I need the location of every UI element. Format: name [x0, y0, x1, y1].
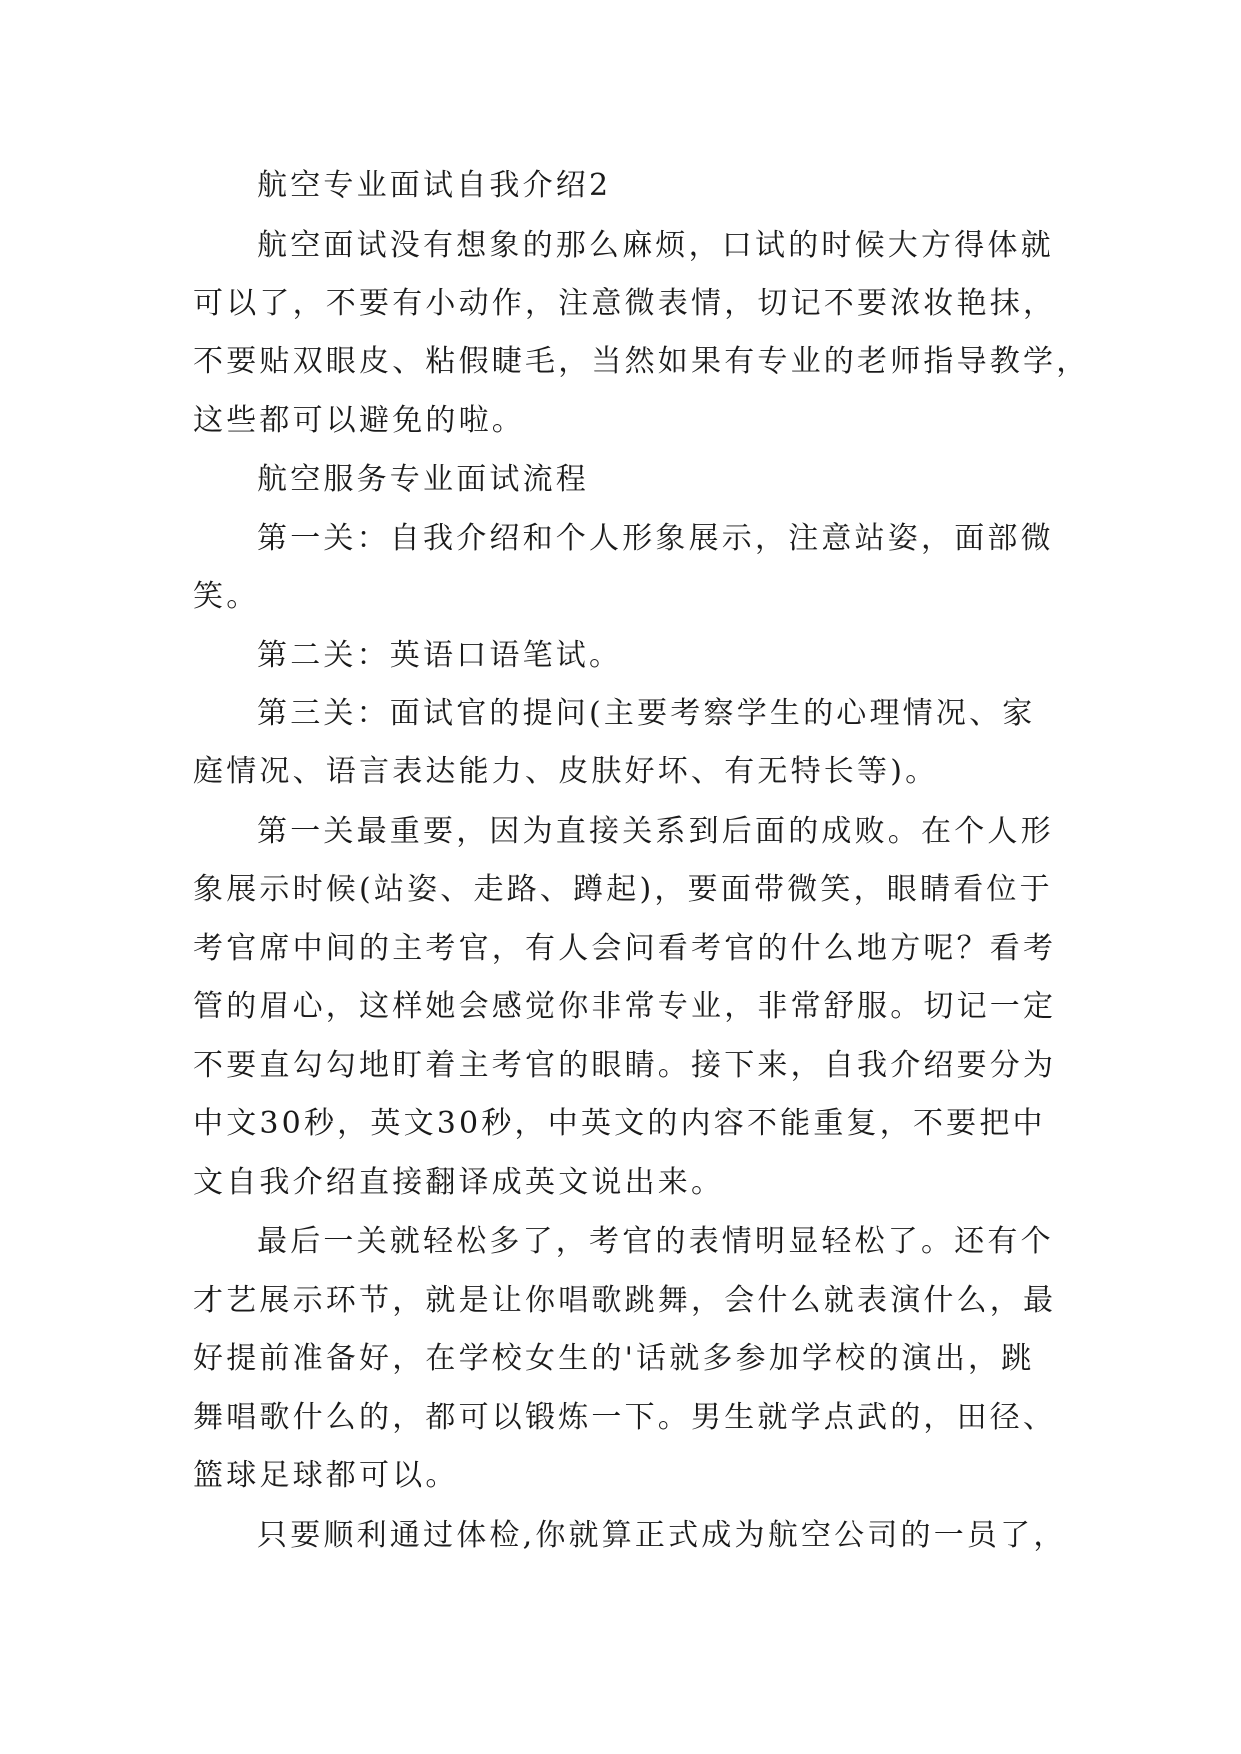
- paragraph-line: 可以了，不要有小动作，注意微表情，切记不要浓妆艳抹，: [193, 286, 1057, 321]
- paragraph-line: 第一关最重要，因为直接关系到后面的成败。在个人形: [257, 814, 1054, 849]
- paragraph-line: 才艺展示环节，就是让你唱歌跳舞，会什么就表演什么，最: [193, 1283, 1057, 1318]
- paragraph-line: 只要顺利通过体检,你就算正式成为航空公司的一员了，: [257, 1518, 1067, 1553]
- section-heading: 航空服务专业面试流程: [257, 462, 589, 497]
- paragraph-line: 文自我介绍直接翻译成英文说出来。: [193, 1165, 725, 1200]
- paragraph-line: 篮球足球都可以。: [193, 1458, 459, 1493]
- paragraph-line: 最后一关就轻松多了，考官的表情明显轻松了。还有个: [257, 1224, 1054, 1259]
- paragraph-line: 象展示时候(站姿、走路、蹲起)，要面带微笑，眼睛看位于: [193, 872, 1053, 907]
- paragraph-line: 笑。: [193, 579, 260, 614]
- paragraph-line: 这些都可以避免的啦。: [193, 403, 525, 438]
- paragraph-line: 不要直勾勾地盯着主考官的眼睛。接下来，自我介绍要分为: [193, 1048, 1057, 1083]
- paragraph-line: 航空面试没有想象的那么麻烦，口试的时候大方得体就: [257, 228, 1054, 263]
- paragraph-line: 庭情况、语言表达能力、皮肤好坏、有无特长等)。: [193, 754, 939, 789]
- paragraph-line: 第三关：面试官的提问(主要考察学生的心理情况、家: [257, 696, 1036, 731]
- paragraph-line: 管的眉心，这样她会感觉你非常专业，非常舒服。切记一定: [193, 989, 1057, 1024]
- paragraph-line: 中文30秒，英文30秒，中英文的内容不能重复，不要把中: [193, 1106, 1046, 1141]
- paragraph-line: 第二关：英语口语笔试。: [257, 638, 623, 673]
- paragraph-line: 第一关：自我介绍和个人形象展示，注意站姿，面部微: [257, 521, 1054, 556]
- paragraph-line: 舞唱歌什么的，都可以锻炼一下。男生就学点武的，田径、: [193, 1400, 1057, 1435]
- section-heading: 航空专业面试自我介绍2: [257, 168, 612, 203]
- paragraph-line: 不要贴双眼皮、粘假睫毛，当然如果有专业的老师指导教学，: [193, 344, 1090, 379]
- paragraph-line: 考官席中间的主考官，有人会问看考官的什么地方呢？看考: [193, 931, 1057, 966]
- paragraph-line: 好提前准备好，在学校女生的'话就多参加学校的演出，跳: [193, 1341, 1035, 1376]
